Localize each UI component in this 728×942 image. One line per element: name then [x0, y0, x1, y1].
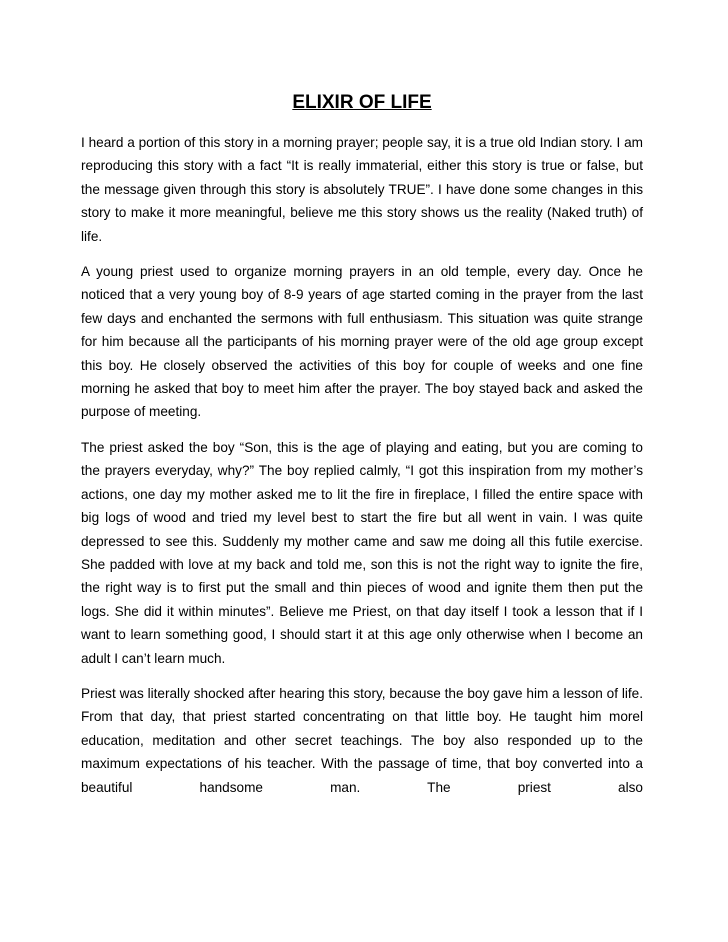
paragraph-priest-shocked: Priest was literally shocked after hearing this story, because the boy gave him a lesson of life. From that day, that priest started concentrating on that little boy. He taught him morel education, meditation and other secret teachings. The boy also responded up to the maximum expectations of his teacher. With the passage of time, that boy converted into a beautiful handsome man. The priest also — [81, 685, 643, 795]
paragraph-young-priest: A young priest used to organize morning prayers in an old temple, every day. Once he noticed that a very young boy of 8-9 years of age started coming in the prayer from the last few days and enchanted the sermons with full enthusiasm. This situation was quite strange for him because all the participants of his morning prayer were of the old age group except this boy. He closely observed the activities of this boy for couple of weeks and one fine morning he asked that boy to meet him after the prayer. The boy stayed back and asked the purpose of meeting. — [81, 264, 643, 420]
document-title: ELIXIR OF LIFE — [292, 92, 432, 113]
paragraph-intro: I heard a portion of this story in a morning prayer; people say, it is a true old Indian story. I am reproducing this story with a fact “It is really immaterial, either this story is true or false, but the message given through this story is absolutely TRUE”. I have done some changes in this story to make it more meaningful, believe me this story shows us the reality (Naked truth) of life. — [81, 135, 643, 244]
document-page — [81, 89, 643, 811]
paragraph-boy-reply: The priest asked the boy “Son, this is the age of playing and eating, but you are coming to the prayers everyday, why?” The boy replied calmly, “I got this inspiration from my mother’s actions, one day my mother asked me to lit the fire in fireplace, I filled the entire space with big logs of wood and tried my level best to start the fire but all went in vain. I was quite depressed to see this. Suddenly my mother came and saw me doing all this futile exercise. She padded with love at my back and told me, son this is not the right way to ignite the fire, the right way is to first put the small and thin pieces of wood and ignite them then put the logs. She did it within minutes”. Believe me Priest, on that day itself I took a lesson that if I want to learn something good, I should start it at this age only otherwise when I become an adult I can’t learn much. — [81, 439, 643, 666]
